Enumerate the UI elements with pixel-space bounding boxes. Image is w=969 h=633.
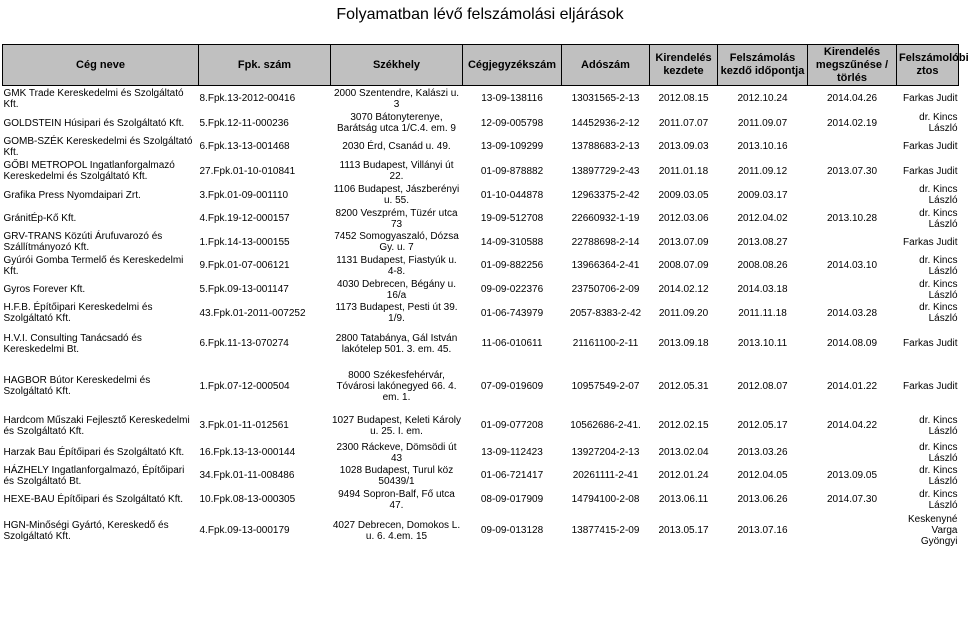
registration-number-cell: 13-09-112423 (481, 447, 543, 458)
case-number-cell: 9.Fpk.01-07-006121 (199, 260, 290, 271)
assignment-start-cell: 2013.05.17 (658, 525, 709, 536)
tax-number-cell: 14452936-2-12 (571, 117, 640, 129)
address-cell: 8000 Székesfehérvár, Tóvárosi lakónegyed 66. 4. em. 1. (336, 369, 457, 403)
case-number-cell: 5.Fpk.09-13-001147 (199, 284, 289, 295)
liquidation-start-cell: 2012.04.05 (737, 470, 788, 481)
company-name-cell: Hardcom Műszaki Fejlesztő Kereskedelmi és Szolgáltató Kft. (3, 414, 190, 437)
case-number-cell: 4.Fpk.19-12-000157 (199, 213, 290, 224)
address-cell: 3070 Bátonyterenye, Barátság utca 1/C.4. em. 9 (337, 112, 456, 134)
liquidation-start-cell: 2012.08.07 (737, 380, 788, 392)
assignment-start-cell: 2013.09.03 (658, 141, 709, 152)
liquidator-cell: Farkas Judit (903, 141, 958, 152)
assignment-end-cell (808, 231, 897, 254)
address-cell: 1173 Budapest, Pesti út 39. 1/9. (335, 302, 458, 324)
tax-number-cell: 13877415-2-09 (571, 525, 640, 536)
address-cell: 7452 Somogyaszaló, Dózsa Gy. u. 7 (334, 231, 459, 253)
col-header: Felszámolás kezdő időpontja (718, 45, 808, 86)
registration-number-cell: 08-09-017909 (480, 494, 544, 505)
company-name-cell: Gyúrói Gomba Termelő és Kereskedelmi Kft. (3, 254, 184, 277)
tax-number-cell: 10957549-2-07 (571, 380, 640, 392)
table-row (3, 86, 959, 112)
liquidator-cell: Farkas Judit (903, 338, 958, 349)
liquidation-start-cell: 2013.10.11 (737, 338, 788, 349)
company-name-cell: Harzak Bau Építőipari és Szolgáltató Kft. (3, 447, 185, 458)
company-name-cell: GRV-TRANS Közúti Árufuvarozó és Szállítmányozó Kft. (3, 231, 163, 253)
assignment-end-cell (808, 184, 897, 207)
registration-number-cell: 11-06-010611 (481, 338, 543, 349)
registration-number-cell: 09-09-022376 (480, 284, 544, 295)
liquidation-start-cell: 2011.09.12 (737, 165, 788, 177)
liquidation-start-cell: 2013.10.16 (737, 141, 788, 152)
col-header: Cégjegyzékszám (463, 45, 562, 86)
registration-number-cell: 01-09-882256 (480, 260, 544, 271)
col-header: Fpk. szám (199, 45, 331, 86)
liquidation-start-cell: 2014.03.18 (737, 284, 788, 295)
case-number-cell: 3.Fpk.01-11-012561 (199, 420, 289, 431)
registration-number-cell: 01-09-077208 (480, 420, 544, 431)
liquidation-start-cell: 2008.08.26 (737, 260, 788, 271)
registration-number-cell: 19-09-512708 (480, 213, 544, 224)
table-row (3, 464, 959, 488)
assignment-start-cell: 2013.06.11 (658, 494, 709, 505)
assignment-end-cell: 2014.04.22 (826, 420, 878, 431)
case-number-cell: 27.Fpk.01-10-010841 (199, 165, 296, 177)
tax-number-cell: 14794100-2-08 (571, 494, 640, 505)
address-cell: 2000 Szentendre, Kalászi u. 3 (333, 87, 460, 110)
registration-number-cell: 01-10-044878 (480, 189, 544, 201)
col-header: Adószám (562, 45, 650, 86)
col-header: Felszámolóbi ztos (897, 45, 959, 86)
address-cell: 1106 Budapest, Jászberényi u. 55. (333, 184, 460, 206)
liquidator-cell: dr. Kincs László (919, 207, 958, 230)
col-header: Székhely (331, 45, 463, 86)
address-cell: 1028 Budapest, Turul köz 50439/1 (339, 464, 454, 487)
col-header: Kirendelés megszűnése / törlés (808, 45, 897, 86)
assignment-start-cell: 2013.02.04 (658, 447, 709, 458)
company-name-cell: GŐBI METROPOL Ingatlanforgalmazó Kereskedelmi és Szolgáltató Kft. (3, 160, 175, 182)
table-row (3, 512, 959, 550)
liquidator-cell: dr. Kincs László (919, 254, 958, 277)
address-cell: 2300 Ráckeve, Dömsödi út 43 (336, 441, 457, 464)
table-row (3, 112, 959, 135)
table-row (3, 442, 959, 464)
company-name-cell: GOLDSTEIN Húsipari és Szolgáltató Kft. (3, 117, 185, 129)
address-cell: 4030 Debrecen, Bégány u. 16/a (337, 278, 456, 301)
assignment-start-cell: 2011.07.07 (658, 117, 709, 129)
address-cell: 9494 Sopron-Balf, Fő utca 47. (338, 488, 455, 511)
assignment-end-cell: 2013.10.28 (826, 213, 878, 224)
case-number-cell: 1.Fpk.14-13-000155 (199, 236, 290, 248)
assignment-start-cell: 2012.02.15 (658, 420, 709, 431)
assignment-start-cell: 2013.07.09 (658, 236, 709, 248)
tax-number-cell: 23750706-2-09 (571, 284, 640, 295)
registration-number-cell: 14-09-310588 (480, 236, 544, 248)
liquidator-cell: dr. Kincs László (919, 278, 958, 301)
liquidation-start-cell: 2012.05.17 (737, 420, 788, 431)
table-row (3, 302, 959, 325)
company-name-cell: HÁZHELY Ingatlanforgalmazó, Építőipari és Szolgáltató Bt. (3, 464, 185, 487)
case-number-cell: 43.Fpk.01-2011-007252 (199, 307, 306, 319)
liquidation-start-cell: 2012.10.24 (737, 93, 788, 105)
table-row (3, 184, 959, 207)
assignment-end-cell: 2014.02.19 (826, 117, 878, 129)
liquidator-cell: dr. Kincs László (919, 464, 958, 487)
table-row (3, 278, 959, 302)
assignment-start-cell: 2011.01.18 (658, 165, 709, 177)
registration-number-cell: 13-09-109299 (480, 141, 544, 152)
tax-number-cell: 13897729-2-43 (571, 165, 640, 177)
assignment-start-cell: 2008.07.09 (658, 260, 709, 271)
table-row (3, 207, 959, 231)
liquidator-cell: dr. Kincs László (919, 441, 958, 464)
address-cell: 2030 Érd, Csanád u. 49. (342, 141, 451, 152)
case-number-cell: 6.Fpk.13-13-001468 (199, 141, 290, 152)
registration-number-cell: 07-09-019609 (480, 380, 544, 392)
case-number-cell: 6.Fpk.11-13-070274 (199, 338, 289, 349)
address-cell: 4027 Debrecen, Domokos L. u. 6. 4.em. 15 (332, 519, 461, 542)
tax-number-cell: 13788683-2-13 (571, 141, 640, 152)
col-header: Kirendelés kezdete (650, 45, 718, 86)
company-name-cell: GránitÉp-Kő Kft. (3, 213, 77, 224)
address-cell: 2800 Tatabánya, Gál István lakótelep 501. 3. em. 45. (335, 332, 458, 355)
liquidation-start-cell: 2013.08.27 (737, 236, 788, 248)
company-name-cell: GOMB-SZÉK Kereskedelmi és Szolgáltató Kft. (3, 135, 193, 158)
tax-number-cell: 13966364-2-41 (571, 260, 640, 271)
assignment-start-cell: 2011.09.20 (658, 307, 709, 319)
liquidator-cell: Keskenyné Varga Gyöngyi (908, 514, 958, 547)
header-row (3, 45, 959, 86)
assignment-end-cell: 2014.01.22 (826, 380, 878, 392)
tax-number-cell: 10562686-2-41. (570, 420, 641, 431)
assignment-start-cell: 2009.03.05 (658, 189, 709, 201)
assignment-end-cell: 2013.07.30 (826, 165, 878, 177)
registration-number-cell: 12-09-005798 (480, 117, 544, 129)
assignment-end-cell (808, 442, 897, 464)
tax-number-cell: 13927204-2-13 (571, 447, 640, 458)
assignment-start-cell: 2012.03.06 (658, 213, 709, 224)
company-name-cell: H.V.I. Consulting Tanácsadó és Kereskedelmi Bt. (3, 332, 142, 355)
liquidation-table (2, 44, 969, 550)
registration-number-cell: 01-09-878882 (480, 165, 544, 177)
liquidation-start-cell: 2009.03.17 (737, 189, 788, 201)
case-number-cell: 1.Fpk.07-12-000504 (199, 380, 290, 392)
tax-number-cell: 13031565-2-13 (571, 93, 640, 105)
assignment-end-cell (808, 135, 897, 159)
liquidator-cell: dr. Kincs László (919, 112, 958, 134)
case-number-cell: 16.Fpk.13-13-000144 (199, 447, 296, 458)
company-name-cell: HGN-Minőségi Gyártó, Kereskedő és Szolgáltató Kft. (3, 519, 169, 542)
case-number-cell: 34.Fpk.01-11-008486 (199, 470, 295, 481)
liquidator-cell: Farkas Judit (903, 236, 958, 248)
table-row (3, 363, 959, 410)
case-number-cell: 5.Fpk.12-11-000236 (199, 117, 289, 129)
liquidator-cell: dr. Kincs László (919, 184, 958, 206)
table-row (3, 254, 959, 278)
address-cell: 1131 Budapest, Fiastyúk u. 4-8. (336, 254, 457, 277)
table-row (3, 231, 959, 254)
liquidation-start-cell: 2011.11.18 (738, 307, 787, 319)
liquidation-start-cell: 2013.07.16 (737, 525, 788, 536)
tax-number-cell: 12963375-2-42 (571, 189, 640, 201)
assignment-end-cell (808, 278, 897, 302)
liquidator-cell: dr. Kincs László (919, 302, 958, 324)
tax-number-cell: 20261111-2-41 (572, 470, 639, 481)
tax-number-cell: 21161100-2-11 (572, 338, 639, 349)
address-cell: 1027 Budapest, Keleti Károly u. 25. I. em. (332, 414, 461, 437)
company-name-cell: Grafika Press Nyomdaipari Zrt. (3, 189, 141, 201)
address-cell: 8200 Veszprém, Tüzér utca 73 (335, 207, 458, 230)
liquidator-cell: dr. Kincs László (919, 488, 958, 511)
liquidator-cell: dr. Kincs László (919, 414, 958, 437)
assignment-end-cell: 2014.04.26 (826, 93, 878, 105)
assignment-start-cell: 2014.02.12 (658, 284, 709, 295)
liquidation-start-cell: 2013.06.26 (737, 494, 788, 505)
registration-number-cell: 09-09-013128 (480, 525, 544, 536)
address-cell: 1113 Budapest, Villányi út 22. (339, 160, 454, 182)
page-title: Folyamatban lévő felszámolási eljárások (336, 6, 624, 23)
liquidation-start-cell: 2013.03.26 (737, 447, 788, 458)
company-name-cell: GMK Trade Kereskedelmi és Szolgáltató Kft. (3, 87, 184, 110)
assignment-end-cell: 2014.07.30 (826, 494, 878, 505)
liquidation-start-cell: 2012.04.02 (737, 213, 788, 224)
assignment-end-cell: 2013.09.05 (826, 470, 878, 481)
table-row (3, 488, 959, 512)
table-row (3, 159, 959, 184)
tax-number-cell: 22660932-1-19 (571, 213, 640, 224)
tax-number-cell: 2057-8383-2-42 (569, 307, 642, 319)
liquidator-cell: Farkas Judit (903, 93, 958, 105)
assignment-start-cell: 2012.08.15 (658, 93, 709, 105)
tax-number-cell: 22788698-2-14 (571, 236, 640, 248)
table-row (3, 135, 959, 159)
table-row (3, 325, 959, 363)
company-name-cell: HEXE-BAU Építőipari és Szolgáltató Kft. (3, 494, 184, 505)
case-number-cell: 3.Fpk.01-09-001110 (199, 189, 289, 201)
liquidator-cell: Farkas Judit (903, 165, 958, 177)
assignment-start-cell: 2013.09.18 (658, 338, 709, 349)
liquidator-cell: Farkas Judit (903, 380, 958, 392)
assignment-end-cell: 2014.03.28 (826, 307, 878, 319)
liquidation-start-cell: 2011.09.07 (737, 117, 788, 129)
assignment-end-cell (808, 512, 897, 550)
company-name-cell: Gyros Forever Kft. (3, 284, 86, 295)
assignment-end-cell: 2014.03.10 (826, 260, 878, 271)
company-name-cell: H.F.B. Építőipari Kereskedelmi és Szolgáltató Kft. (3, 302, 153, 324)
case-number-cell: 10.Fpk.08-13-000305 (199, 494, 296, 505)
registration-number-cell: 01-06-721417 (480, 470, 544, 481)
assignment-end-cell: 2014.08.09 (826, 338, 878, 349)
table-row (3, 410, 959, 442)
case-number-cell: 8.Fpk.13-2012-00416 (199, 93, 296, 105)
case-number-cell: 4.Fpk.09-13-000179 (199, 525, 290, 536)
assignment-start-cell: 2012.05.31 (658, 380, 709, 392)
assignment-start-cell: 2012.01.24 (658, 470, 709, 481)
registration-number-cell: 13-09-138116 (481, 93, 543, 105)
col-header: Cég neve (3, 45, 199, 86)
company-name-cell: HAGBOR Bútor Kereskedelmi és Szolgáltató Kft. (3, 375, 151, 397)
registration-number-cell: 01-06-743979 (480, 307, 544, 319)
